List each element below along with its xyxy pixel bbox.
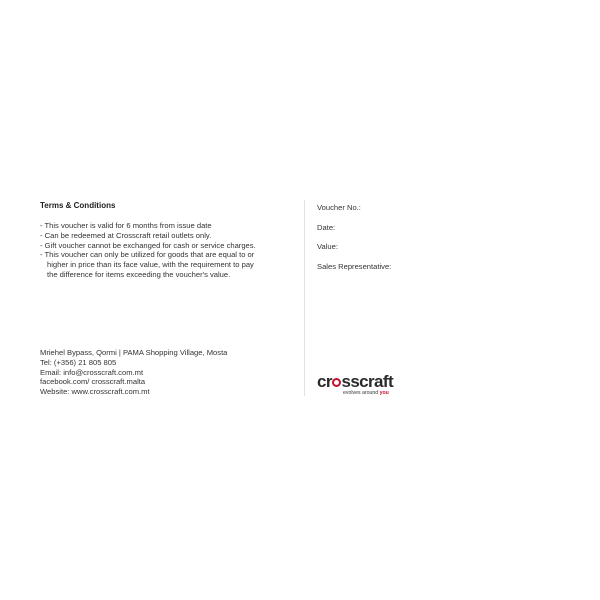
term-line: - Gift voucher cannot be exchanged for cash or service charges. [40,240,256,250]
logo-word-end: sscraft [341,372,394,391]
contact-address: Mriehel Bypass, Qormi | PAMA Shopping Village, Mosta [40,348,228,357]
sales-representative-label: Sales Representative: [317,262,392,271]
contact-info [40,348,227,397]
logo-tagline-accent: you [379,390,389,396]
contact-facebook: facebook.com/ crosscraft.malta [40,377,146,387]
logo-tagline [343,390,389,396]
logo-tagline-start: evolves around [343,390,380,396]
term-line: higher in price than its face value, with the requirement to pay [47,260,254,270]
term-line: the difference for items exceeding the voucher's value. [47,269,231,279]
contact-email: Email: info@crosscraft.com.mt [40,367,144,377]
voucher-number-label: Voucher No.: [317,203,361,212]
terms-title: Terms & Conditions [40,201,116,210]
logo-wordmark [317,372,393,392]
value-label: Value: [317,242,338,251]
date-label: Date: [317,223,336,232]
vertical-divider [304,200,305,396]
logo-o-ring-icon [332,378,341,387]
terms-list [40,221,308,280]
logo-word-start: cr [317,372,332,391]
term-line: - Can be redeemed at Crosscraft retail outlets only. [40,230,212,240]
contact-website: Website: www.crosscraft.com.mt [40,387,150,397]
term-line: - This voucher can only be utilized for goods that are equal to or [40,250,255,260]
contact-tel: Tel: (+356) 21 805 805 [40,357,117,367]
term-line: - This voucher is valid for 6 months from issue date [40,221,212,230]
crosscraft-logo [317,372,407,400]
